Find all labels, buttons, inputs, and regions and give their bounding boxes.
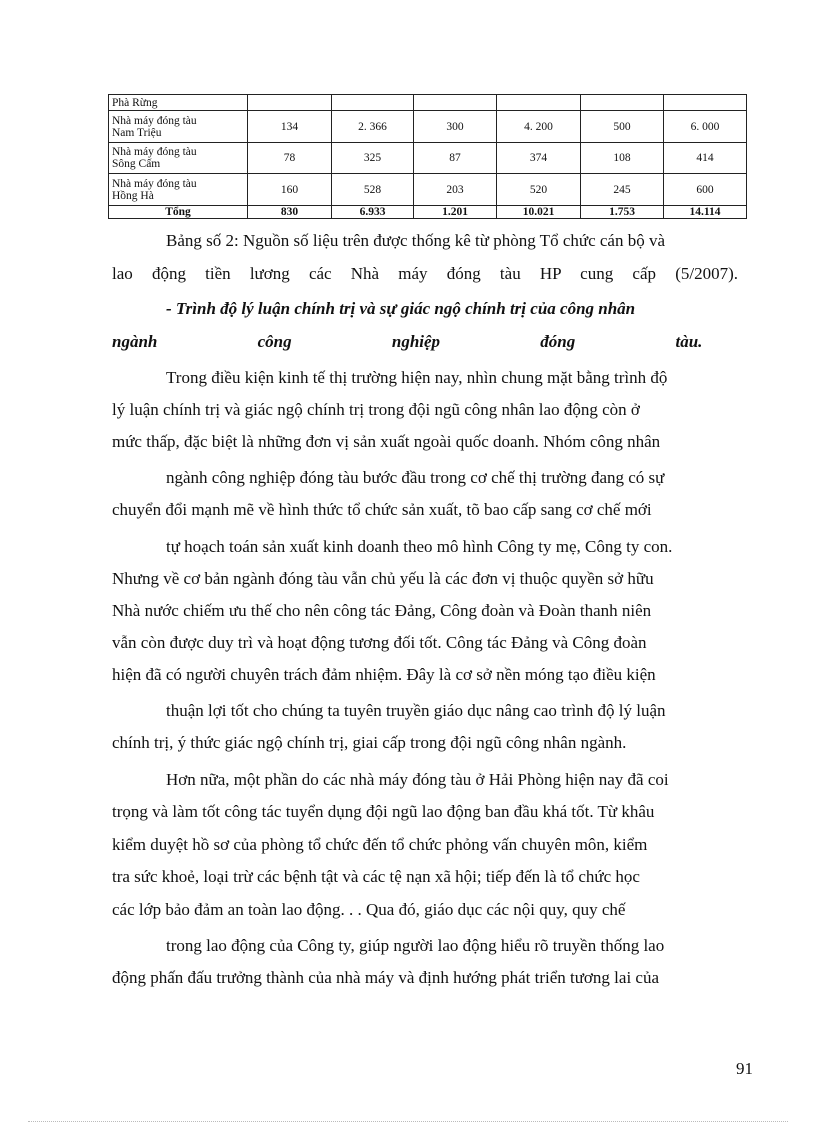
section-heading-line: ngành công nghiệp đóng tàu. [112,332,703,351]
table-caption-line: lao động tiền lương các Nhà máy đóng tàu HP cung cấp (5/2007). [112,264,738,283]
page-bottom-divider [28,1121,788,1122]
paragraph-line: trọng và làm tốt công tác tuyển dụng đội ngũ lao động ban đầu khá tốt. Từ khâu [112,802,655,821]
table-cell: 300 [414,111,497,143]
table-cell: 374 [497,143,581,174]
row-label [109,143,248,174]
table-cell: 520 [497,174,581,206]
paragraph-line: trong lao động của Công ty, giúp người lao động hiểu rõ truyền thống lao [166,936,665,955]
paragraph-line: lý luận chính trị và giác ngộ chính trị trong đội ngũ công nhân lao động còn ở [112,400,640,419]
table-cell: 160 [248,174,332,206]
paragraph-line: chuyển đổi mạnh mẽ về hình thức tổ chức sản xuất, tõ bao cấp sang cơ chế mới [112,500,652,519]
page-number: 91 [736,1059,753,1078]
paragraph-line: thuận lợi tốt cho chúng ta tuyên truyền giáo dục nâng cao trình độ lý luận [166,701,666,720]
table-cell: 203 [414,174,497,206]
table-cell [497,95,581,111]
total-cell: 14.114 [664,206,747,219]
table-row [109,143,747,174]
row-label-line: Nhà máy đóng tàu [112,146,197,158]
paragraph-line: Nhưng về cơ bản ngành đóng tàu vẫn chủ yếu là các đơn vị thuộc quyền sở hữu [112,569,654,588]
row-label-line: Nhà máy đóng tàu [112,177,197,190]
table-cell: 87 [414,143,497,174]
table-row [109,174,747,206]
table-cell: 414 [664,143,747,174]
paragraph-line: tra sức khoẻ, loại trừ các bệnh tật và các tệ nạn xã hội; tiếp đến là tổ chức học [112,867,640,886]
paragraph-line: kiểm duyệt hồ sơ của phòng tổ chức đến tổ chức phỏng vấn chuyên môn, kiểm [112,835,648,854]
table-cell [664,95,747,111]
row-label [109,111,248,143]
table-cell: 325 [332,143,414,174]
table-cell [581,95,664,111]
statistics-table [108,94,747,219]
paragraph-line: Trong điều kiện kinh tế thị trường hiện nay, nhìn chung mặt bằng trình độ [166,368,668,387]
paragraph-line: chính trị, ý thức giác ngộ chính trị, giai cấp trong đội ngũ công nhân ngành. [112,733,627,752]
table-cell: 4. 200 [497,111,581,143]
total-cell: 10.021 [497,206,581,219]
table-cell: 78 [248,143,332,174]
row-label: Phà Rừng [109,95,248,111]
paragraph-line: các lớp bảo đảm an toàn lao động. . . Qua đó, giáo dục các nội quy, quy chế [112,900,626,919]
total-cell: 1.753 [581,206,664,219]
row-label-line: Nam Triệu [112,126,162,139]
row-label-line: Sông Cấm [112,158,161,170]
paragraph-line: Nhà nước chiếm ưu thế cho nên công tác Đảng, Công đoàn và Đoàn thanh niên [112,601,652,620]
table-cell: 528 [332,174,414,206]
total-cell: 1.201 [414,206,497,219]
table-cell: 500 [581,111,664,143]
section-heading-line: - Trình độ lý luận chính trị và sự giác ngộ chính trị của công nhân [166,299,636,318]
table-cell: 6. 000 [664,111,747,143]
paragraph-line: hiện đã có người chuyên trách đảm nhiệm. Đây là cơ sở nền móng tạo điều kiện [112,665,656,684]
table-total-row [109,206,747,219]
row-label-line: Hồng Hà [112,189,154,202]
table-cell: 2. 366 [332,111,414,143]
table-caption-line: Bảng số 2: Nguồn số liệu trên được thống kê từ phòng Tổ chức cán bộ và [166,231,666,250]
total-label: Tổng [109,206,248,219]
paragraph-line: mức thấp, đặc biệt là những đơn vị sản xuất ngoài quốc doanh. Nhóm công nhân [112,432,661,451]
table-cell [248,95,332,111]
paragraph-line: động phấn đấu trưởng thành của nhà máy và định hướng phát triển tương lai của [112,968,660,987]
total-cell: 830 [248,206,332,219]
table-cell: 600 [664,174,747,206]
table-row [109,95,747,111]
row-label [109,174,248,206]
paragraph-line: ngành công nghiệp đóng tàu bước đầu trong cơ chế thị trường đang có sự [166,468,665,487]
total-cell: 6.933 [332,206,414,219]
paragraph-line: vẫn còn được duy trì và hoạt động tương đối tốt. Công tác Đảng và Công đoàn [112,633,647,652]
row-label-line: Nhà máy đóng tàu [112,114,197,127]
table-cell [414,95,497,111]
table-cell: 134 [248,111,332,143]
table-cell: 245 [581,174,664,206]
paragraph-line: Hơn nữa, một phần do các nhà máy đóng tàu ở Hải Phòng hiện nay đã coi [166,770,669,789]
paragraph-line: tự hoạch toán sản xuất kinh doanh theo mô hình Công ty mẹ, Công ty con. [166,537,673,556]
table-cell [332,95,414,111]
table-row [109,111,747,143]
table-cell: 108 [581,143,664,174]
